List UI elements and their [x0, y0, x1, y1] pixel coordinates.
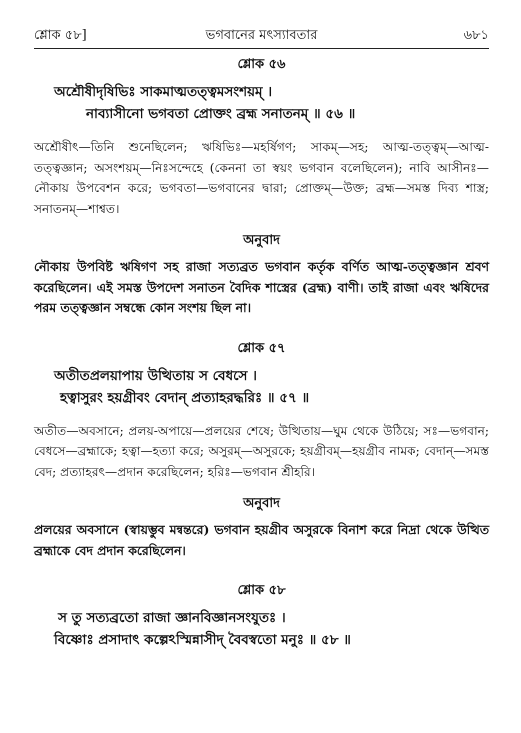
verse-text-58 — [34, 607, 489, 651]
verse-line: বিষ্ণোঃ প্রসাদাৎ কল্পেঽস্মিন্নাসীদ্ বৈবস্বতো মনুঃ ॥ ৫৮ ॥ — [54, 632, 351, 648]
verse-heading-58: শ্লোক ৫৮ — [237, 583, 286, 598]
book-page — [34, 22, 489, 651]
header-chapter-title: ভগবানের মৎস্যাবতার — [205, 28, 318, 43]
verse-line: হত্বাসুরং হয়গ্রীবং বেদান্ প্রত্যাহরদ্ধরিঃ ॥ ৫৭ ॥ — [60, 389, 310, 406]
running-header — [34, 22, 489, 46]
verse-line: অতীতপ্রলয়াপায় উত্থিতায় স বেধসে । — [54, 367, 258, 384]
verse-line: নাব্যাসীনো ভগবতা প্রোক্তং ব্রহ্ম সনাতনম্ ॥ ৫৬ ॥ — [86, 106, 356, 122]
header-page-number: ৬৮১ — [463, 28, 489, 43]
verse-line: স তু সত্যব্রতো রাজা জ্ঞানবিজ্ঞানসংযুতঃ । — [58, 610, 286, 626]
synonyms-57: অতীত—অবসানে; প্রলয়-অপায়ে—প্রলয়ের শেষে; উত্থিতায়—ঘুম থেকে উঠিয়ে; সঃ—ভগবান; বেধসে—ব্রহ্মাকে; হত্বা—হত্যা করে; অসুরম্—অসুরকে; হয়গ্রীবম্—হয়গ্রীব নামক; বেদান্—সমস্ত বেদ; প্রত্যাহরৎ—প্রদান করেছিলেন; হরিঃ—ভগবান শ্রীহরি। — [34, 423, 489, 479]
translation-56: নৌকায় উপবিষ্ট ঋষিগণ সহ রাজা সত্যব্রত ভগবান কর্তৃক বর্ণিত আত্ম-তত্ত্বজ্ঞান শ্রবণ করেছিলেন। এই সমস্ত উপদেশ সনাতন বৈদিক শাস্ত্রের (ব্রহ্ম) বাণী। তাই রাজা এবং ঋষিদের পরম তত্ত্বজ্ঞান সম্বন্ধে কোন সংশয় ছিল না। — [34, 259, 489, 315]
synonyms-56: অশ্রৌষীৎ—তিনি শুনেছিলেন; ঋষিভিঃ—মহর্ষিগণ; সাকম্—সহ; আত্ম-তত্ত্বম্—আত্ম-তত্ত্বজ্ঞান; অসংশয়ম্—নিঃসন্দেহে (কেননা তা স্বয়ং ভগবান বলেছিলেন); নাবি আসীনঃ—নৌকায় উপবেশন করে; ভগবতা—ভগবানের দ্বারা; প্রোক্তম্—উক্ত; ব্রহ্ম—সমস্ত দিব্য শাস্ত্র; সনাতনম্—শাশ্বত। — [34, 140, 489, 216]
translation-heading-57: অনুবাদ — [243, 496, 280, 511]
verse-heading-56: শ্লোক ৫৬ — [237, 57, 286, 72]
translation-57: প্রলয়ের অবসানে (স্বায়ম্ভুব মন্বন্তরে) ভগবান হয়গ্রীব অসুরকে বিনাশ করে নিদ্রা থেকে উত্থিত ব্রহ্মাকে বেদ প্রদান করেছিলেন। — [34, 522, 489, 558]
header-verse-ref: শ্লোক ৫৮] — [34, 28, 87, 43]
verse-text-57 — [34, 365, 489, 409]
translation-heading-56: অনুবাদ — [243, 233, 280, 248]
verse-heading-57: শ্লোক ৫৭ — [237, 340, 286, 356]
verse-line: অশ্রৌষীদৃষিভিঃ সাকমাত্মতত্ত্বমসংশয়ম্ । — [54, 84, 273, 100]
verse-text-56 — [34, 81, 489, 125]
